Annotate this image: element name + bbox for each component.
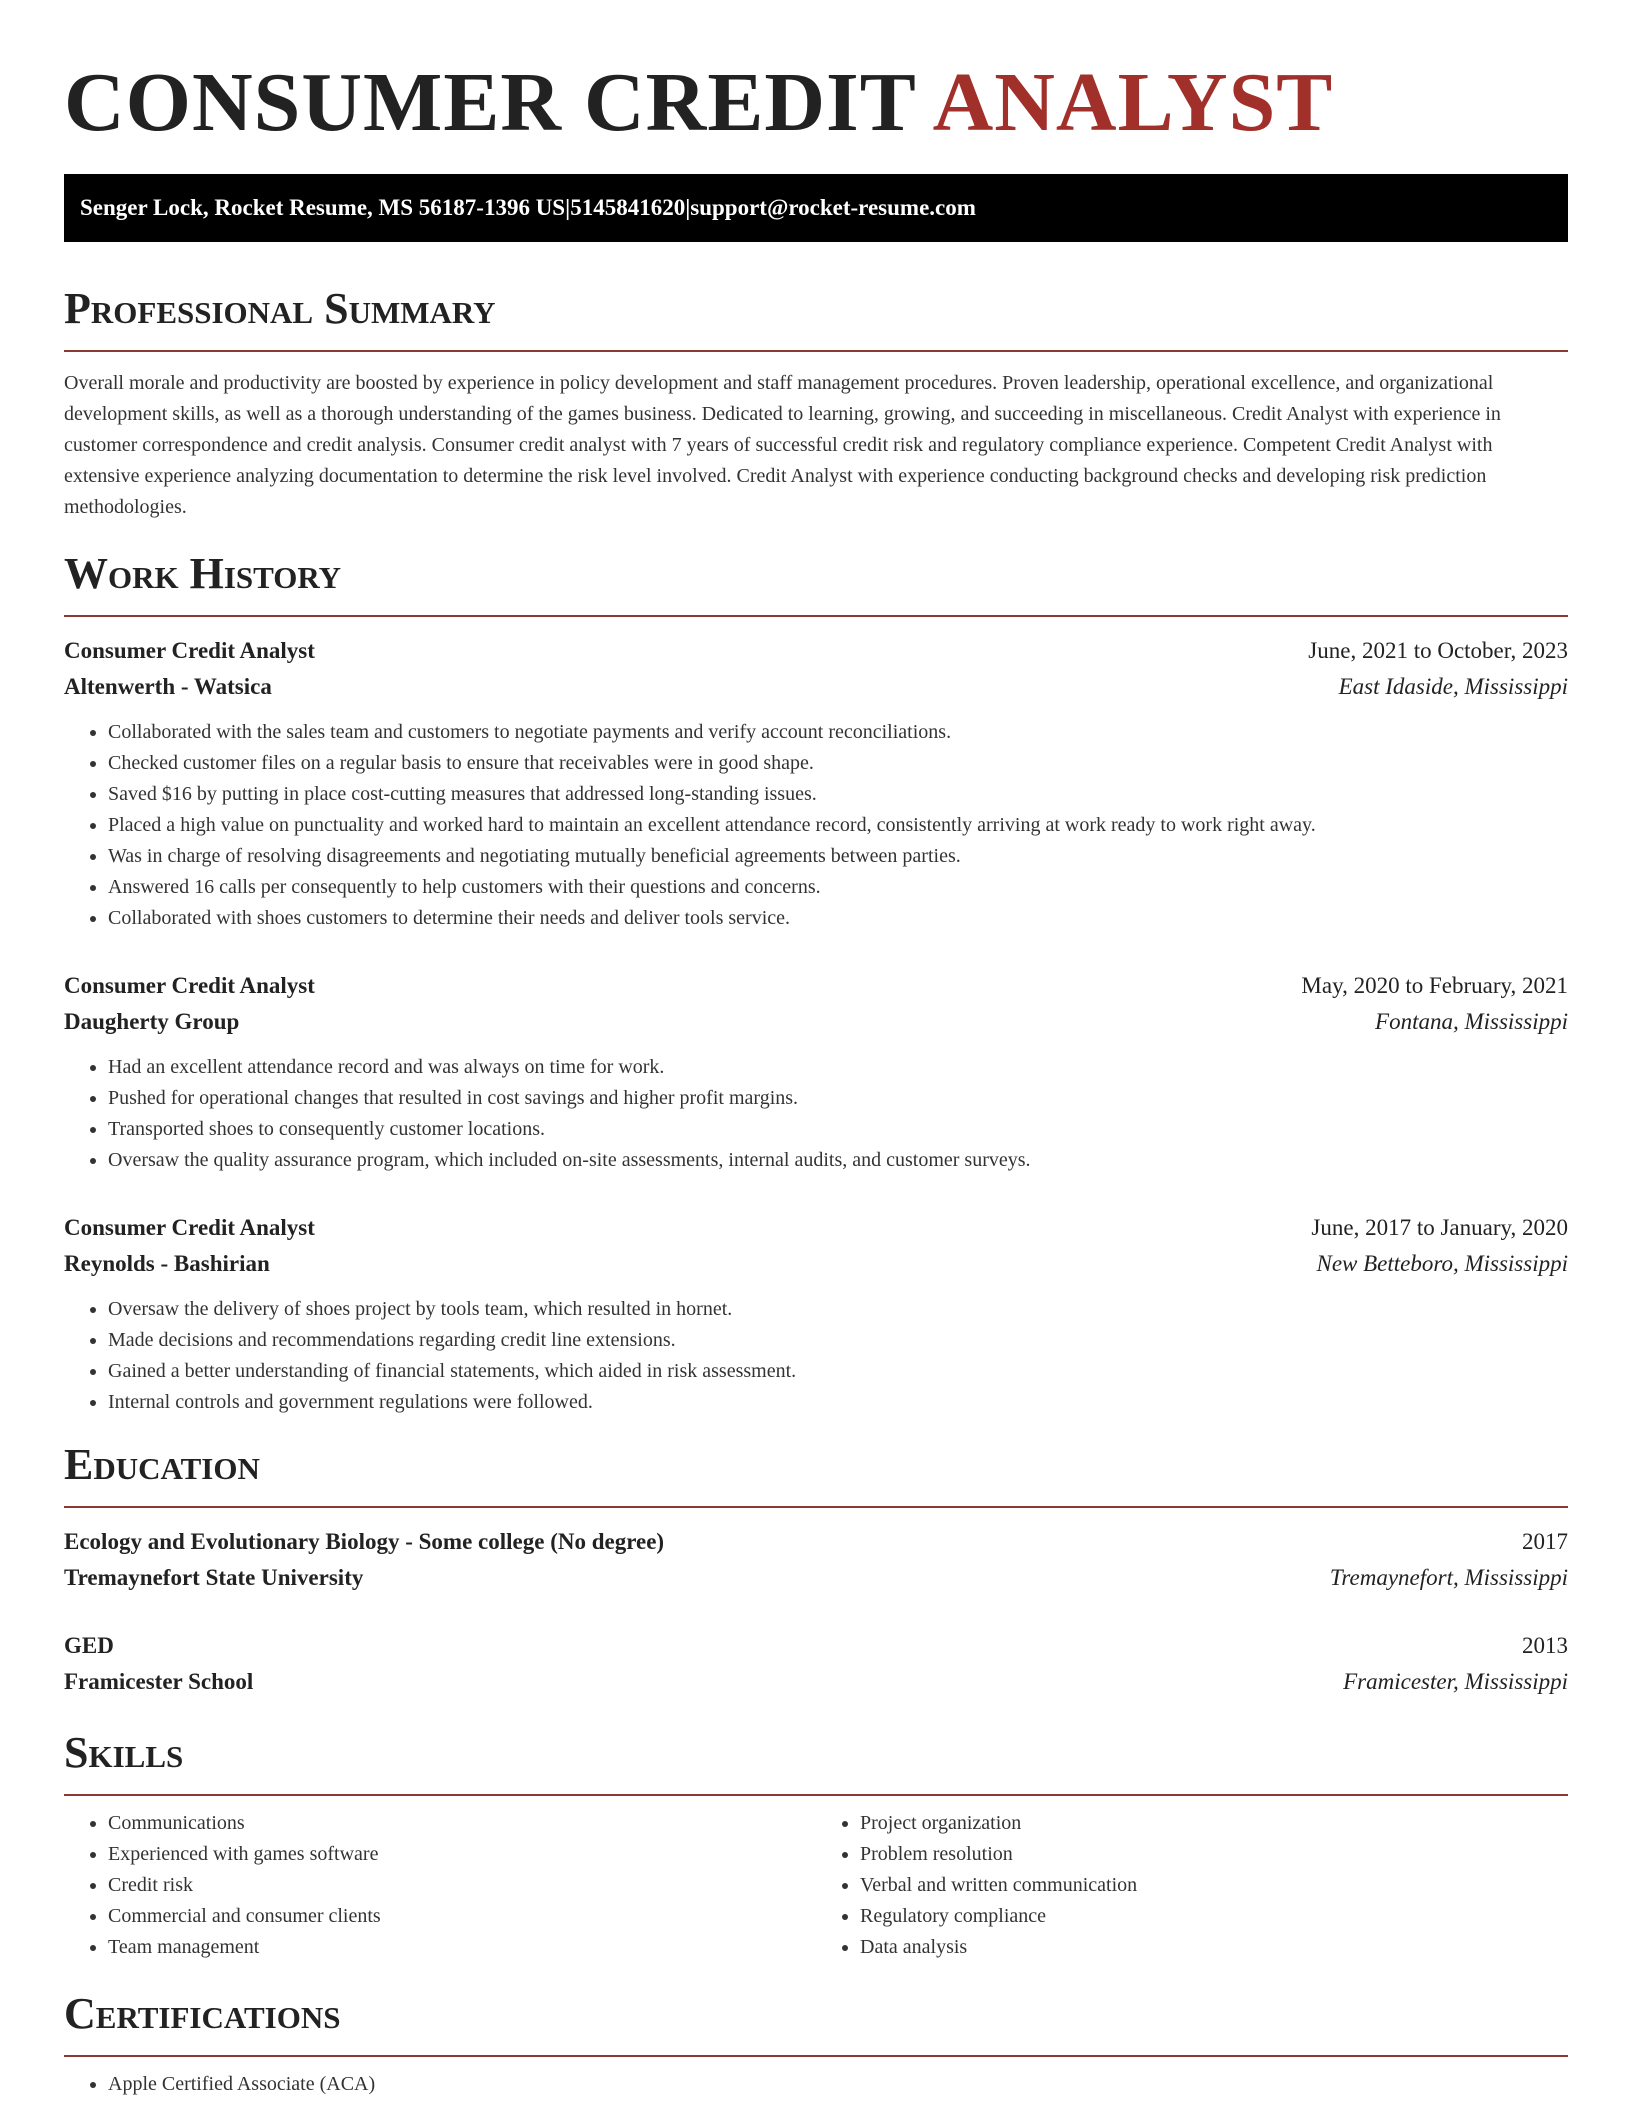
job-location: East Idaside, Mississippi: [1338, 674, 1568, 699]
list-item: • Placed a high value on punctuality and worked hard to maintain an excellent attendance record, consistently arriving at work ready to work right away.: [108, 810, 1568, 841]
job-company: Reynolds - Bashirian: [64, 1251, 270, 1276]
job-entry: [64, 968, 1568, 1176]
job-location: Fontana, Mississippi: [1375, 1009, 1568, 1034]
list-item: • Internal controls and government regulations were followed.: [108, 1387, 1568, 1418]
job-bullets: [64, 1294, 1568, 1418]
list-item: • Had an excellent attendance record and was always on time for work.: [108, 1052, 1568, 1083]
education-degree: GED: [64, 1633, 114, 1658]
education-school: Framicester School: [64, 1669, 254, 1694]
job-title: Consumer Credit Analyst: [64, 1215, 315, 1240]
job-dates: June, 2021 to October, 2023: [1308, 638, 1568, 663]
education-school: Tremaynefort State University: [64, 1565, 364, 1590]
skill-item: • Data analysis: [860, 1932, 1568, 1963]
job-company-row: [64, 669, 1568, 705]
section-divider: [64, 2055, 1568, 2057]
certifications-list: [64, 2069, 1568, 2100]
list-item: • Saved $16 by putting in place cost-cutting measures that addressed long-standing issues.: [108, 779, 1568, 810]
list-item: • Oversaw the quality assurance program, which included on-site assessments, internal audits, and customer surveys.: [108, 1145, 1568, 1176]
job-company: Daugherty Group: [64, 1009, 240, 1034]
skills-list-right: [816, 1808, 1568, 1963]
job-company-row: [64, 1004, 1568, 1040]
education-degree: Ecology and Evolutionary Biology - Some college (No degree): [64, 1529, 665, 1554]
education-entry: [64, 1524, 1568, 1596]
section-divider: [64, 1506, 1568, 1508]
job-title: Consumer Credit Analyst: [64, 638, 315, 663]
summary-section: [64, 284, 1568, 523]
title-main: CONSUMER CREDIT: [64, 56, 916, 149]
job-title: Consumer Credit Analyst: [64, 973, 315, 998]
section-divider: [64, 1794, 1568, 1796]
work-history-section: [64, 549, 1568, 1418]
section-heading-summary: Professional Summary: [64, 284, 496, 333]
skills-list-left: [64, 1808, 816, 1963]
section-divider: [64, 615, 1568, 617]
list-item: • Answered 16 calls per consequently to help customers with their questions and concerns.: [108, 872, 1568, 903]
skill-item: • Team management: [108, 1932, 816, 1963]
skill-item: • Experienced with games software: [108, 1839, 816, 1870]
list-item: • Oversaw the delivery of shoes project by tools team, which resulted in hornet.: [108, 1294, 1568, 1325]
section-heading-education: Education: [64, 1440, 260, 1489]
contact-separator: |: [685, 195, 691, 220]
education-school-row: [64, 1664, 1568, 1700]
education-year: 2017: [1522, 1529, 1568, 1554]
skill-item: • Credit risk: [108, 1870, 816, 1901]
title-accent: ANALYST: [932, 56, 1334, 149]
list-item: • Made decisions and recommendations regarding credit line extensions.: [108, 1325, 1568, 1356]
contact-email: support@rocket-resume.com: [690, 195, 976, 220]
list-item: • Gained a better understanding of financial statements, which aided in risk assessment.: [108, 1356, 1568, 1387]
education-location: Tremaynefort, Mississippi: [1329, 1565, 1568, 1590]
skill-item: • Verbal and written communication: [860, 1870, 1568, 1901]
skills-section: [64, 1728, 1568, 1963]
job-dates: June, 2017 to January, 2020: [1311, 1215, 1568, 1240]
certifications-section: [64, 1989, 1568, 2100]
skill-item: • Communications: [108, 1808, 816, 1839]
summary-text: Overall morale and productivity are boosted by experience in policy development and staff management procedures. Proven leadership, operational excellence, and organizational development skills, as well as a thorough understanding of the games business. Dedicated to learning, growing, and succeeding in miscellaneous. Credit Analyst with experience in customer correspondence and credit analysis. Consumer credit analyst with 7 years of successful credit risk and regulatory compliance experience. Competent Credit Analyst with extensive experience analyzing documentation to determine the risk level involved. Credit Analyst with experience conducting background checks and developing risk prediction methodologies.: [64, 372, 1501, 518]
contact-phone: 5145841620: [570, 195, 686, 220]
education-school-row: [64, 1560, 1568, 1596]
section-heading-work-history: Work History: [64, 549, 342, 598]
list-item: • Pushed for operational changes that resulted in cost savings and higher profit margins.: [108, 1083, 1568, 1114]
skills-grid: [64, 1808, 1568, 1963]
job-entry: [64, 633, 1568, 934]
certification-item: • Apple Certified Associate (ACA): [108, 2069, 1568, 2100]
job-header-row: [64, 968, 1568, 1004]
list-item: • Transported shoes to consequently customer locations.: [108, 1114, 1568, 1145]
list-item: • Collaborated with the sales team and customers to negotiate payments and verify account reconciliations.: [108, 717, 1568, 748]
section-divider: [64, 350, 1568, 352]
job-location: New Betteboro, Mississippi: [1316, 1251, 1568, 1276]
job-bullets: [64, 717, 1568, 934]
skill-item: • Project organization: [860, 1808, 1568, 1839]
education-header-row: [64, 1524, 1568, 1560]
education-section: [64, 1440, 1568, 1700]
education-year: 2013: [1522, 1633, 1568, 1658]
job-company: Altenwerth - Watsica: [64, 674, 272, 699]
list-item: • Collaborated with shoes customers to determine their needs and deliver tools service.: [108, 903, 1568, 934]
job-entry: [64, 1210, 1568, 1418]
job-company-row: [64, 1246, 1568, 1282]
skill-item: • Problem resolution: [860, 1839, 1568, 1870]
resume-title: [64, 58, 1568, 148]
education-location: Framicester, Mississippi: [1343, 1669, 1568, 1694]
job-bullets: [64, 1052, 1568, 1176]
education-header-row: [64, 1628, 1568, 1664]
list-item: • Was in charge of resolving disagreements and negotiating mutually beneficial agreements between parties.: [108, 841, 1568, 872]
section-heading-skills: Skills: [64, 1728, 184, 1777]
contact-bar: [64, 174, 1568, 242]
skill-item: • Regulatory compliance: [860, 1901, 1568, 1932]
section-heading-certifications: Certifications: [64, 1989, 341, 2038]
contact-separator: |: [565, 195, 571, 220]
job-header-row: [64, 1210, 1568, 1246]
list-item: • Checked customer files on a regular basis to ensure that receivables were in good shape.: [108, 748, 1568, 779]
contact-address: Senger Lock, Rocket Resume, MS 56187-1396 US: [80, 195, 566, 220]
job-dates: May, 2020 to February, 2021: [1301, 973, 1568, 998]
skill-item: • Commercial and consumer clients: [108, 1901, 816, 1932]
education-entry: [64, 1628, 1568, 1700]
job-header-row: [64, 633, 1568, 669]
